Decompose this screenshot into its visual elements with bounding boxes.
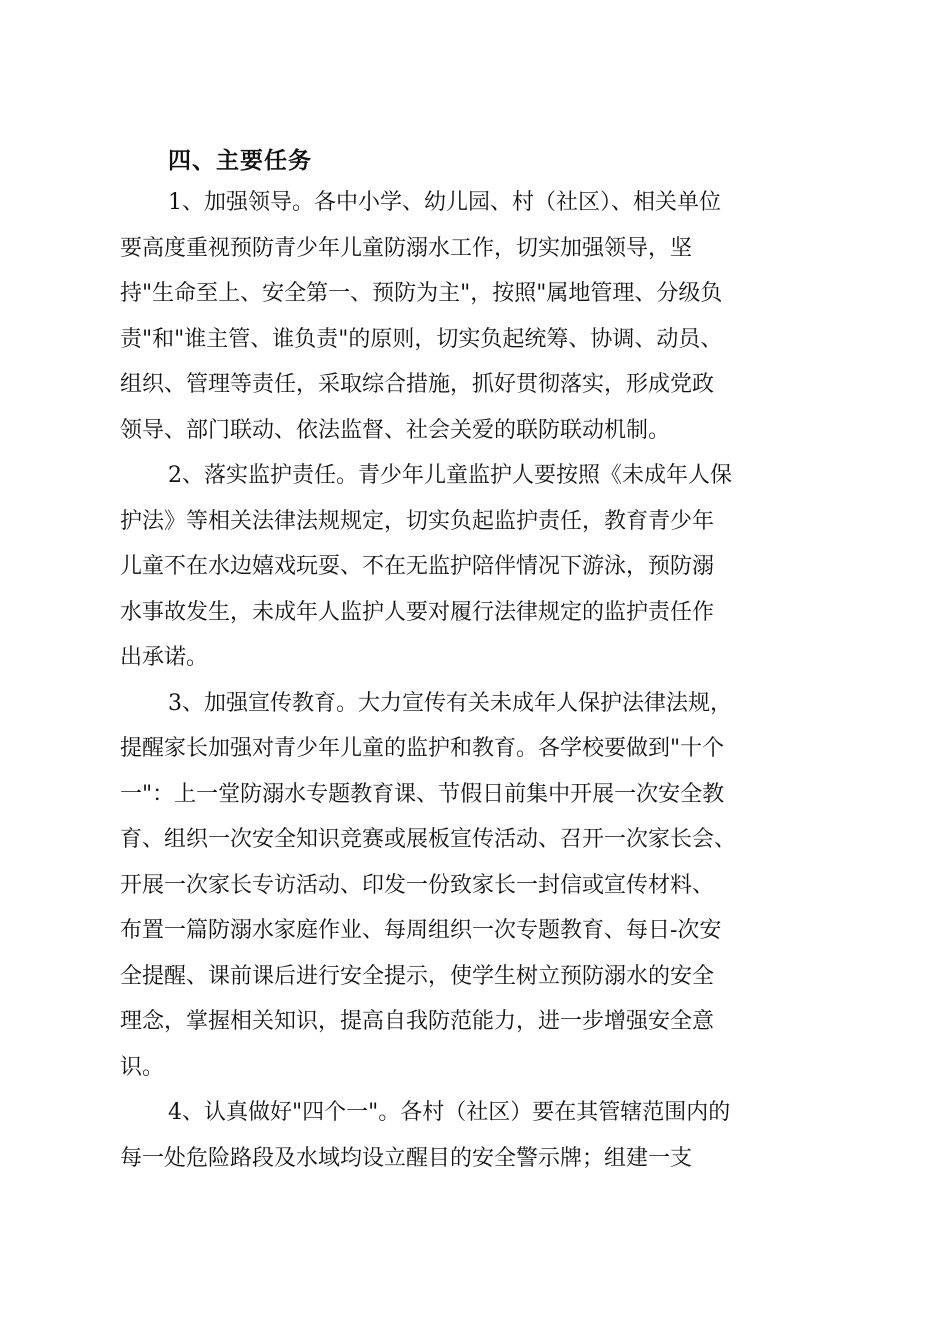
paragraph-line: 护法》等相关法律法规规定，切实负起监护责任，教育青少年	[120, 508, 715, 534]
document-page	[120, 142, 832, 1181]
paragraph-line: 布置一篇防溺水家庭作业、每周组织一次专题教育、每日-次安	[120, 918, 722, 943]
paragraph-line: 每一处危险路段及水域均设立醒目的安全警示牌；组建一支	[120, 1145, 693, 1171]
paragraph-line: 出承诺。	[120, 645, 209, 670]
paragraph-3	[120, 681, 832, 1091]
paragraph-line: 4、认真做好"四个一"。各村（社区）要在其管辖范围内的	[168, 1100, 731, 1125]
paragraph-line: 水事故发生，未成年人监护人要对履行法律规定的监护责任作	[120, 599, 715, 625]
section-heading: 四、主要任务	[168, 148, 312, 174]
paragraph-line: 组织、管理等责任，采取综合措施，抓好贯彻落实，形成党政	[120, 372, 715, 397]
paragraph-line: 育、组织一次安全知识竞赛或展板宣传活动、召开一次家长会、	[120, 827, 737, 852]
paragraph-line: 持"生命至上、安全第一、预防为主"，按照"属地管理、分级负	[120, 281, 723, 306]
paragraph-line: 3、加强宣传教育。大力宣传有关未成年人保护法律法规，	[168, 690, 732, 716]
paragraph-line: 责"和"谁主管、谁负责"的原则，切实负起统筹、协调、动员、	[120, 326, 723, 352]
paragraph-line: 1、加强领导。各中小学、幼儿园、村（社区）、相关单位	[168, 190, 721, 215]
paragraph-1	[120, 180, 832, 453]
paragraph-2	[120, 453, 832, 681]
paragraph-line: 提醒家长加强对青少年儿童的监护和教育。各学校要做到"十个	[120, 736, 725, 761]
paragraph-4	[120, 1090, 832, 1181]
paragraph-line: 全提醒、课前课后进行安全提示，使学生树立预防溺水的安全	[120, 963, 715, 989]
paragraph-line: 要高度重视预防青少年儿童防溺水工作，切实加强领导，坚	[120, 235, 693, 261]
paragraph-line: 2、落实监护责任。青少年儿童监护人要按照《未成年人保	[168, 463, 732, 488]
paragraph-line: 识。	[120, 1054, 165, 1080]
paragraph-line: 一"：上一堂防溺水专题教育课、节假日前集中开展一次安全教	[120, 781, 725, 807]
paragraph-line: 开展一次家长专访活动、印发一份致家长一封信或宣传材料、	[120, 872, 715, 898]
paragraph-line: 领导、部门联动、依法监督、社会关爱的联防联动机制。	[120, 417, 671, 443]
paragraph-line: 儿童不在水边嬉戏玩耍、不在无监护陪伴情况下游泳，预防溺	[120, 554, 715, 579]
paragraph-line: 理念，掌握相关知识，提高自我防范能力，进一步增强安全意	[120, 1009, 715, 1034]
